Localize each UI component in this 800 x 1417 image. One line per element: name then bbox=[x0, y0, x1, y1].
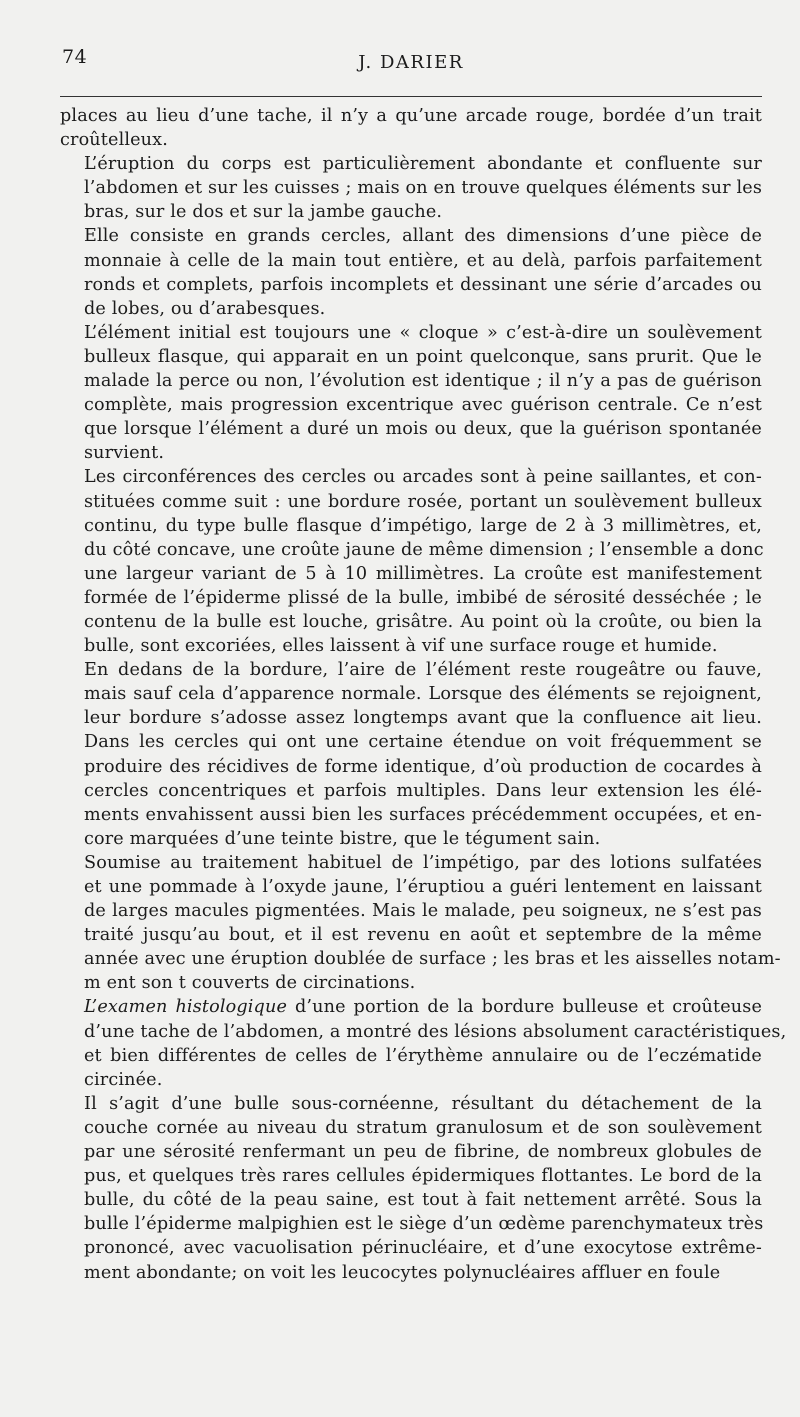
text-line: continu, du type bulle flasque d’impétigo, large de 2 à 3 millimètres, et, bbox=[84, 515, 762, 536]
text-line: circinée. bbox=[84, 1069, 163, 1090]
header-rule bbox=[60, 96, 762, 97]
text-line: traité jusqu’au bout, et il est revenu en août et septembre de la même bbox=[84, 925, 762, 946]
text-line: que lorsque l’élément a duré un mois ou deux, que la guérison spontanée bbox=[84, 419, 762, 440]
paragraph bbox=[60, 465, 762, 658]
paragraph bbox=[60, 104, 762, 152]
text-line: du côté concave, une croûte jaune de même dimension ; l’ensemble a donc bbox=[84, 539, 764, 560]
text-line: ments envahissent aussi bien les surfaces précédemment occupées, et en- bbox=[84, 804, 762, 825]
text-line: formée de l’épiderme plissé de la bulle, imbibé de sérosité desséchée ; le bbox=[84, 587, 762, 608]
paragraph bbox=[60, 658, 762, 851]
text-line: d’une tache de l’abdomen, a montré des lésions absolument caractéristiques, bbox=[84, 1021, 787, 1042]
text-line: croûtelleux. bbox=[60, 130, 168, 151]
text-line: stituées comme suit : une bordure rosée, portant un soulèvement bulleux bbox=[84, 491, 762, 512]
text-line: Dans les cercles qui ont une certaine étendue on voit fréquemment se bbox=[84, 732, 762, 753]
text-line: L’éruption du corps est particulièrement abondante et confluente sur bbox=[84, 154, 762, 175]
running-head: J. DARIER bbox=[358, 52, 464, 73]
text-line: places au lieu d’une tache, il n’y a qu’une arcade rouge, bordée d’un trait bbox=[60, 106, 762, 126]
text-line: Elle consiste en grands cercles, allant des dimensions d’une pièce de bbox=[84, 226, 762, 247]
text-line: et une pommade à l’oxyde jaune, l’éruptiou a guéri lentement en laissant bbox=[84, 877, 762, 897]
text-line: de larges macules pigmentées. Mais le malade, peu soigneux, ne s’est pas bbox=[84, 901, 762, 922]
paragraph bbox=[60, 995, 787, 1091]
body-text bbox=[60, 104, 787, 1285]
text-line: mais sauf cela d’apparence normale. Lorsque des éléments se rejoignent, bbox=[84, 684, 762, 705]
text-line: L’élément initial est toujours une « cloque » c’est-à-dire un soulèvement bbox=[84, 322, 762, 343]
paragraph bbox=[60, 1092, 762, 1285]
text-line: bulleux flasque, qui apparait en un point quelconque, sans prurit. Que le bbox=[84, 346, 762, 367]
text-line: couche cornée au niveau du stratum granulosum et de son soulèvement bbox=[84, 1117, 762, 1138]
text-line: année avec une éruption doublée de surface ; les bras et les aisselles notam- bbox=[84, 949, 781, 970]
text-line: et bien différentes de celles de l’érythème annulaire ou de l’eczématide bbox=[84, 1045, 762, 1066]
text-line: core marquées d’une teinte bistre, que le tégument sain. bbox=[84, 828, 601, 849]
text-line: L’examen histologique d’une portion de la bordure bulleuse et croûteuse bbox=[84, 997, 763, 1018]
text-line: produire des récidives de forme identique, d’où production de cocardes à bbox=[84, 756, 762, 777]
text-line: ment abondante; on voit les leucocytes polynucléaires affluer en foule bbox=[84, 1262, 721, 1283]
text-line: En dedans de la bordure, l’aire de l’élément reste rougeâtre ou fauve, bbox=[84, 660, 762, 681]
text-line: monnaie à celle de la main tout entière, et au delà, parfois parfaitement bbox=[84, 250, 762, 271]
paragraph bbox=[60, 152, 762, 224]
text-line: survient. bbox=[84, 443, 165, 464]
text-line: Les circonférences des cercles ou arcades sont à peine saillantes, et con- bbox=[84, 467, 762, 488]
italic-lead: L’examen histologique bbox=[84, 997, 288, 1018]
paragraph bbox=[60, 851, 781, 996]
text-line: bulle l’épiderme malpighien est le siège d’un œdème parenchymateux très bbox=[84, 1214, 764, 1235]
text-line: bulle, du côté de la peau saine, est tout à fait nettement arrêté. Sous la bbox=[84, 1190, 762, 1211]
text-line: bras, sur le dos et sur la jambe gauche. bbox=[84, 202, 443, 223]
text-line: l’abdomen et sur les cuisses ; mais on en trouve quelques éléments sur les bbox=[84, 178, 762, 199]
page-header bbox=[60, 0, 762, 100]
text-line: m ent son t couverts de circinations. bbox=[84, 973, 416, 994]
text-line: cercles concentriques et parfois multiples. Dans leur extension les élé- bbox=[84, 780, 762, 801]
text-line: complète, mais progression excentrique avec guérison centrale. Ce n’est bbox=[84, 395, 762, 416]
text-line: Il s’agit d’une bulle sous-cornéenne, résultant du détachement de la bbox=[84, 1093, 762, 1114]
text-line: pus, et quelques très rares cellules épidermiques flottantes. Le bord de la bbox=[84, 1166, 762, 1187]
text-line: une largeur variant de 5 à 10 millimètres. La croûte est manifestement bbox=[84, 563, 762, 584]
text-line: contenu de la bulle est louche, grisâtre. Au point où la croûte, ou bien la bbox=[84, 611, 762, 632]
text-line: malade la perce ou non, l’évolution est identique ; il n’y a pas de guérison bbox=[84, 371, 762, 392]
text-line: bulle, sont excoriées, elles laissent à vif une surface rouge et humide. bbox=[84, 636, 718, 657]
text-line: ronds et complets, parfois incomplets et dessinant une série d’arcades ou bbox=[84, 274, 762, 295]
page-number: 74 bbox=[62, 46, 88, 68]
text-line: par une sérosité renfermant un peu de fibrine, de nombreux globules de bbox=[84, 1142, 762, 1163]
paragraph bbox=[60, 224, 762, 320]
text-line: de lobes, ou d’arabesques. bbox=[84, 298, 326, 319]
text-line: leur bordure s’adosse assez longtemps avant que la confluence ait lieu. bbox=[84, 708, 762, 729]
paragraph bbox=[60, 321, 762, 466]
text-line: prononcé, avec vacuolisation périnucléaire, et d’une exocytose extrême- bbox=[84, 1238, 762, 1259]
text-line: Soumise au traitement habituel de l’impétigo, par des lotions sulfatées bbox=[84, 852, 762, 873]
